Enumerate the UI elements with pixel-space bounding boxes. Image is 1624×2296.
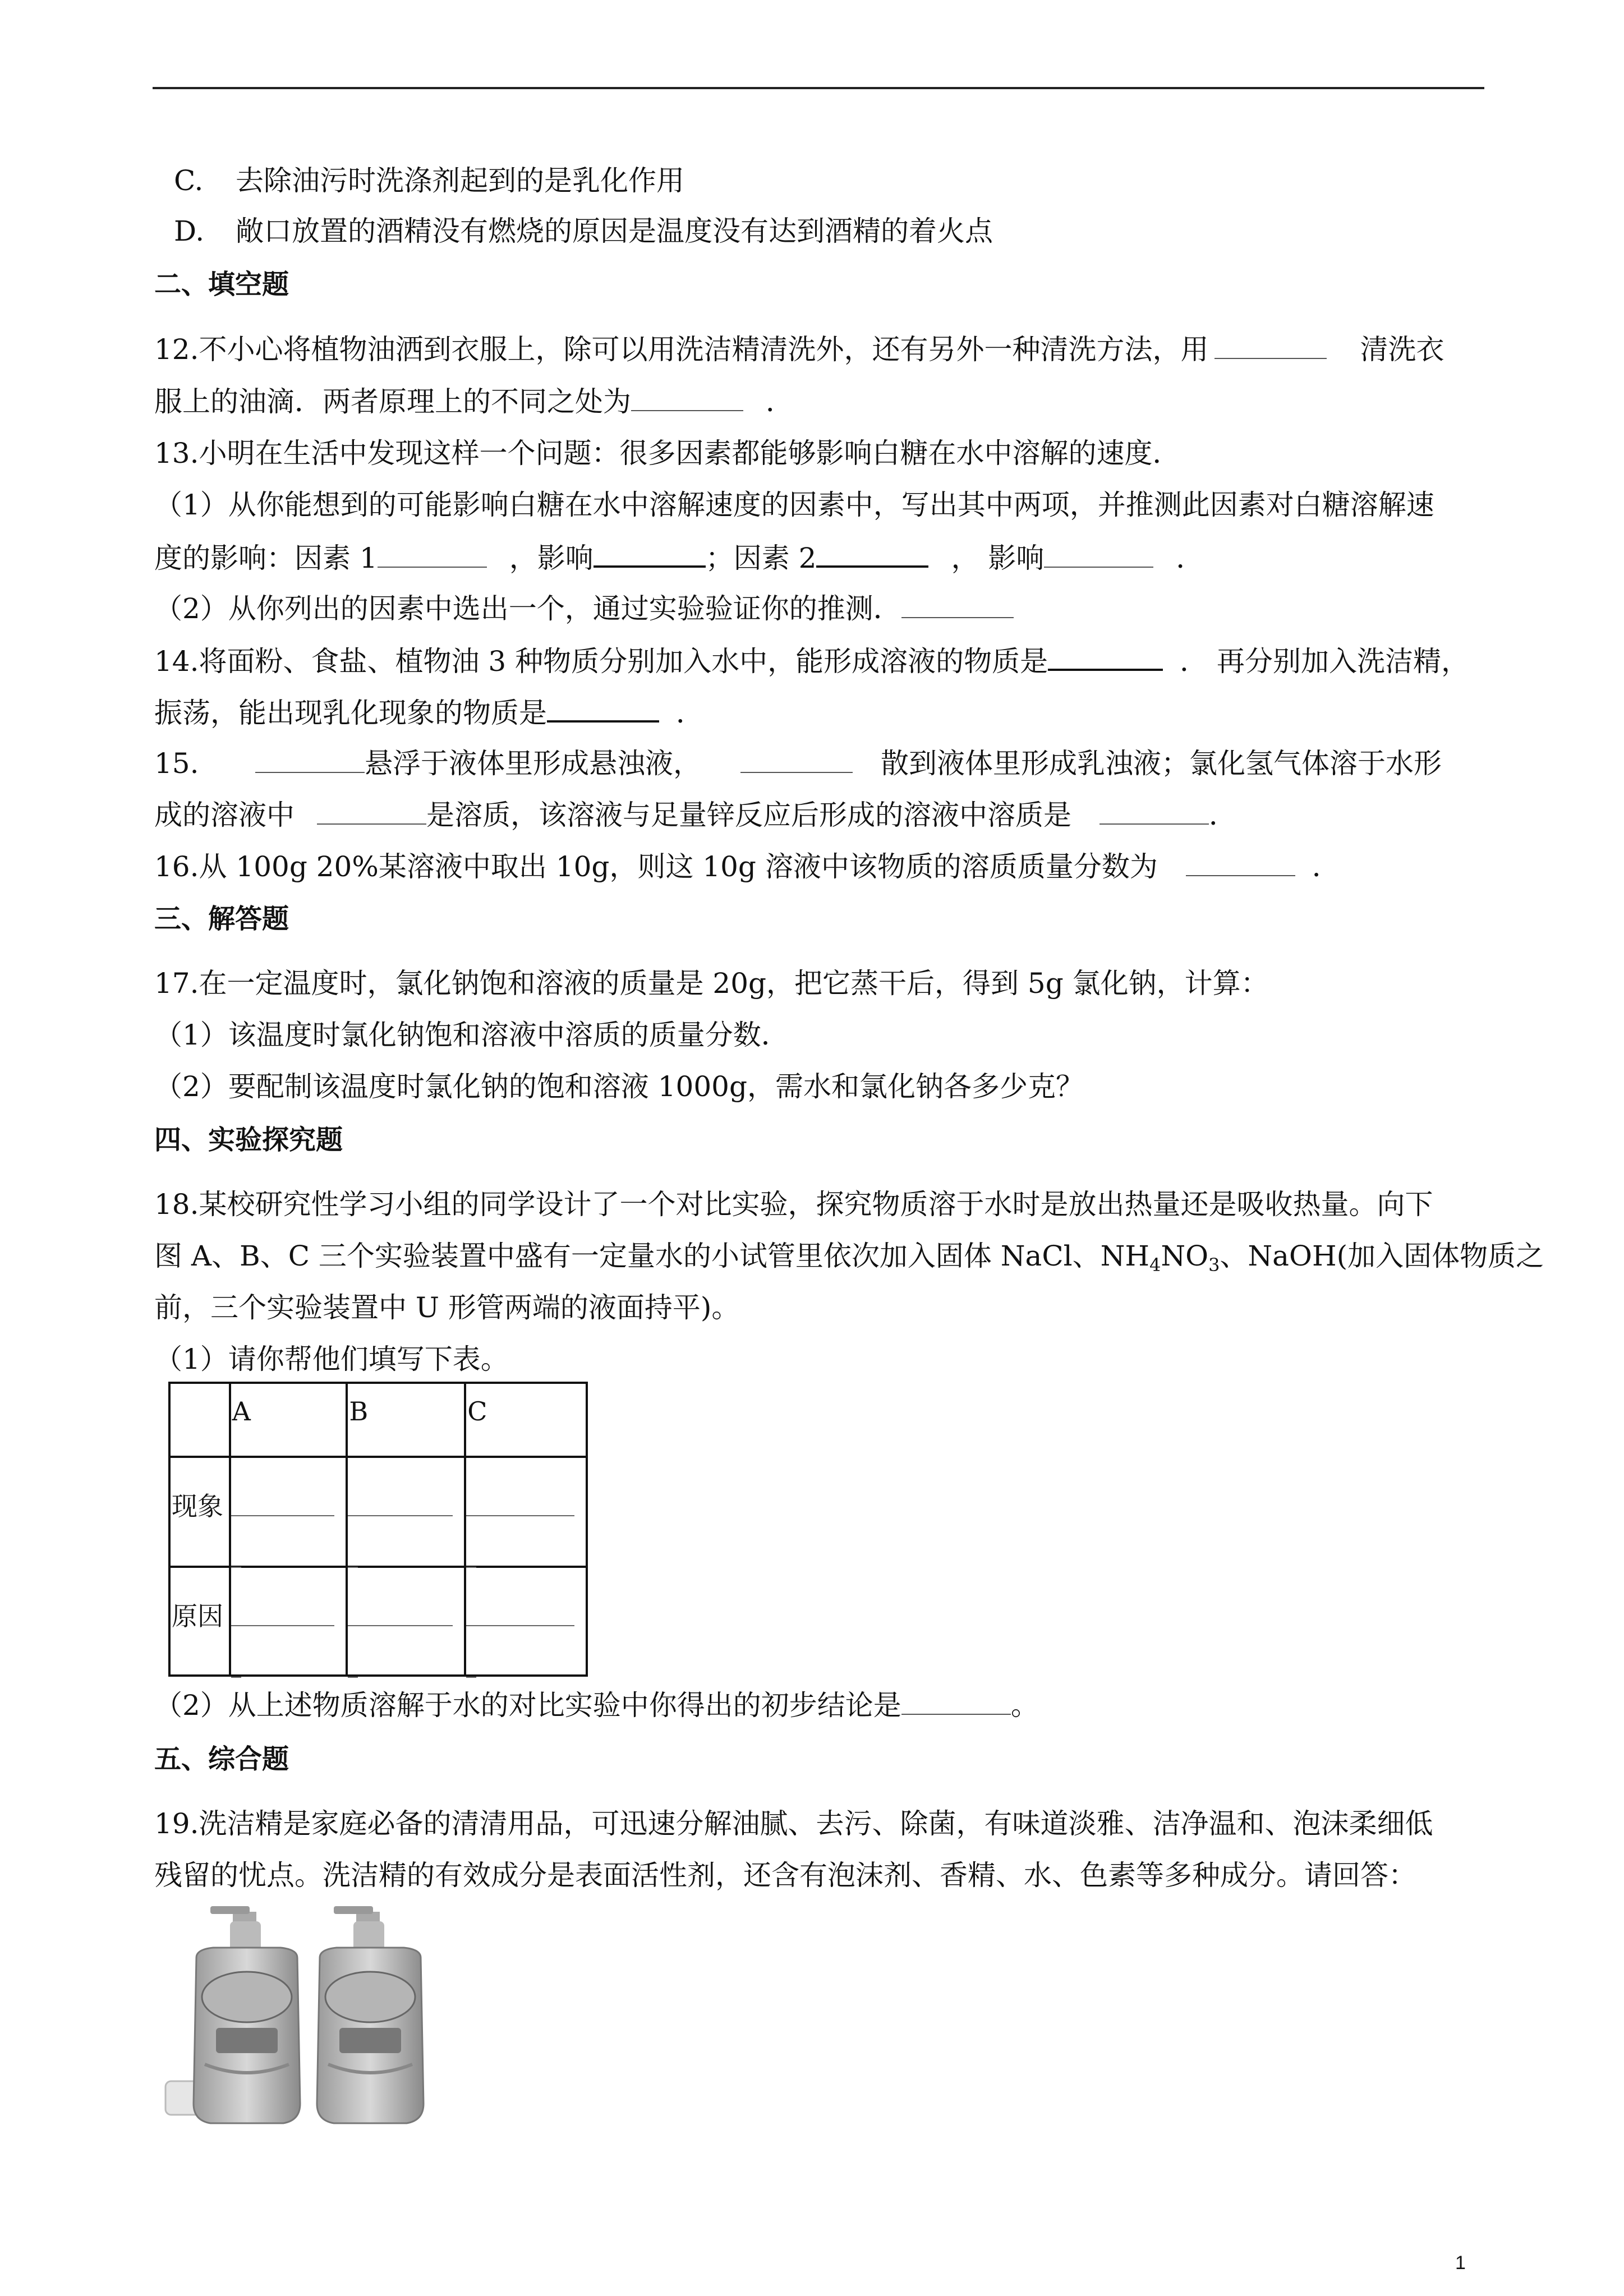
q15-blank-1[interactable] [255, 746, 365, 773]
q12-text-a: 12.不小心将植物油洒到衣服上，除可以用洗洁精清洗外，还有另外一种清洗方法，用 [154, 333, 1209, 366]
q13-blank-3[interactable] [816, 540, 928, 568]
q13-text-c: ；因素 2 [705, 542, 817, 574]
q14-line1 [154, 643, 1469, 678]
q18-text-b: NO [1161, 1240, 1209, 1272]
table-cell-phenomenon-a[interactable] [230, 1457, 347, 1567]
q17-part2: （2）要配制该温度时氯化钠的饱和溶液 1000g，需水和氯化钠各多少克？ [154, 1070, 1084, 1103]
q19-line2: 残留的忧点。洗洁精的有效成分是表面活性剂，还含有泡沫剂、香精、水、色素等多种成分。请回答： [154, 1859, 1416, 1892]
table-cell-reason-a[interactable] [230, 1567, 347, 1676]
q13-part1-line2 [154, 540, 1204, 575]
q19-line1: 19.洗洁精是家庭必备的清清用品，可迅速分解油腻、去污、除菌，有味道淡雅、洁净温和、泡沫柔细低 [154, 1807, 1433, 1840]
q12-line1 [154, 332, 1444, 366]
q15-line1 [154, 746, 1442, 780]
q15-line2 [154, 798, 1237, 832]
q16-blank[interactable] [1186, 849, 1295, 876]
q14-text-c: 振荡，能出现乳化现象的物质是 [154, 697, 547, 729]
q13-stem: 13.小明在生活中发现这样一个问题：很多因素都能够影响白糖在水中溶解的速度． [154, 437, 1181, 470]
q14-text-b: ． 再分别加入洗洁精， [1180, 645, 1470, 678]
q14-line2 [154, 694, 704, 730]
q14-text-d: ． [676, 697, 704, 729]
q15-blank-2[interactable] [740, 746, 853, 773]
q18-sub-3: 3 [1208, 1254, 1220, 1276]
q14-blank-2[interactable] [547, 694, 659, 723]
section-answer-heading: 三、解答题 [154, 903, 289, 935]
q18-part2 [154, 1688, 1039, 1722]
q15-blank-4[interactable] [1099, 798, 1209, 825]
header-rule [153, 87, 1484, 89]
option-d-text: 敞口放置的酒精没有燃烧的原因是温度没有达到酒精的着火点 [236, 215, 993, 247]
q15-blank-3[interactable] [317, 798, 426, 825]
q12-line2 [154, 384, 794, 418]
option-d [174, 214, 993, 248]
q15-text-c: 成的溶液中 [154, 799, 295, 831]
q16-line [154, 849, 1340, 884]
table-row [169, 1567, 587, 1676]
q15-text-e: ． [1209, 799, 1237, 831]
q17-stem: 17.在一定温度时，氯化钠饱和溶液的质量是 20g，把它蒸干后，得到 5g 氯化钠，计算： [154, 967, 1269, 1000]
q13-blank-1[interactable] [378, 541, 487, 568]
q18-sub-4: 4 [1149, 1254, 1161, 1276]
table-row-label-reason: 原因 [169, 1567, 230, 1676]
q16-text-b: ． [1312, 850, 1340, 883]
q13-text-e: ． [1176, 542, 1204, 574]
table-header-a: A [230, 1383, 347, 1457]
table-cell-reason-b[interactable] [347, 1567, 465, 1676]
q18-line2 [154, 1239, 1544, 1282]
q18-blank-conclusion[interactable] [901, 1688, 1011, 1715]
table-header-c: C [465, 1383, 587, 1457]
q13-blank-5[interactable] [901, 591, 1014, 618]
q18-text-a: 图 A、B、C 三个实验装置中盛有一定量水的小试管里依次加入固体 NaCl、NH [154, 1240, 1149, 1272]
option-d-label: D. [174, 215, 205, 247]
detergent-bottles-icon [163, 1896, 499, 2132]
page-number: 1 [1455, 2252, 1466, 2274]
table-cell-phenomenon-c[interactable] [465, 1457, 587, 1567]
table-cell-reason-c[interactable] [465, 1567, 587, 1676]
q15-text-d: 是溶质，该溶液与足量锌反应后形成的溶液中溶质是 [426, 799, 1071, 831]
section-fill-heading: 二、填空题 [154, 269, 289, 300]
q15-text-a: 悬浮于液体里形成悬浊液， [365, 747, 701, 780]
q12-text-b: 清洗衣 [1360, 333, 1444, 366]
q13-blank-4[interactable] [1044, 541, 1153, 568]
option-c [174, 164, 684, 197]
table-row-label-phenomenon: 现象 [169, 1457, 230, 1567]
q18-part2-text: （2）从上述物质溶解于水的对比实验中你得出的初步结论是 [154, 1689, 901, 1722]
table-corner-cell [169, 1383, 230, 1457]
table-header-b: B [347, 1383, 465, 1457]
q18-part2-end: 。 [1010, 1689, 1039, 1722]
q13-text-a: 度的影响：因素 1 [154, 542, 378, 574]
q13-blank-2[interactable] [594, 540, 706, 568]
option-c-label: C. [174, 164, 204, 197]
observation-table [168, 1382, 588, 1677]
q12-blank-2[interactable] [631, 384, 743, 411]
q13-part2 [154, 591, 1014, 625]
q13-part2-text: （2）从你列出的因素中选出一个，通过实验验证你的推测． [154, 592, 901, 625]
q12-text-c: 服上的油滴．两者原理上的不同之处为 [154, 385, 631, 418]
section-experiment-heading: 四、实验探究题 [154, 1124, 343, 1156]
q13-part1-line1: （1）从你能想到的可能影响白糖在水中溶解速度的因素中，写出其中两项，并推测此因素对白糖溶解速 [154, 489, 1434, 521]
q12-blank-1[interactable] [1214, 332, 1327, 359]
q17-part1: （1）该温度时氯化钠饱和溶液中溶质的质量分数． [154, 1019, 789, 1051]
q18-text-c: 、NaOH(加入固体物质之 [1220, 1240, 1544, 1272]
q15-text-b: 散到液体里形成乳浊液；氯化氢气体溶于水形 [881, 747, 1442, 780]
q16-text-a: 16.从 100g 20%某溶液中取出 10g，则这 10g 溶液中该物质的溶质质量分数为 [154, 850, 1158, 883]
section-comprehensive-heading: 五、综合题 [154, 1743, 289, 1775]
detergent-bottles-image [163, 1896, 499, 2132]
q13-text-b: ，影响 [509, 542, 594, 574]
q14-blank-1[interactable] [1048, 643, 1163, 671]
q15-num: 15. [154, 747, 199, 780]
option-c-text: 去除油污时洗涤剂起到的是乳化作用 [236, 164, 684, 197]
q12-text-d: ． [766, 385, 794, 418]
q18-part1: （1）请你帮他们填写下表。 [154, 1343, 509, 1375]
table-cell-phenomenon-b[interactable] [347, 1457, 465, 1567]
q18-line1: 18.某校研究性学习小组的同学设计了一个对比实验，探究物质溶于水时是放出热量还是吸收热量。向下 [154, 1188, 1433, 1221]
q18-line3: 前，三个实验装置中 U 形管两端的液面持平)。 [154, 1291, 740, 1324]
q14-text-a: 14.将面粉、食盐、植物油 3 种物质分别加入水中，能形成溶液的物质是 [154, 645, 1048, 678]
table-row [169, 1457, 587, 1567]
table-header-row [169, 1383, 587, 1457]
q13-text-d: ， 影响 [951, 542, 1045, 574]
